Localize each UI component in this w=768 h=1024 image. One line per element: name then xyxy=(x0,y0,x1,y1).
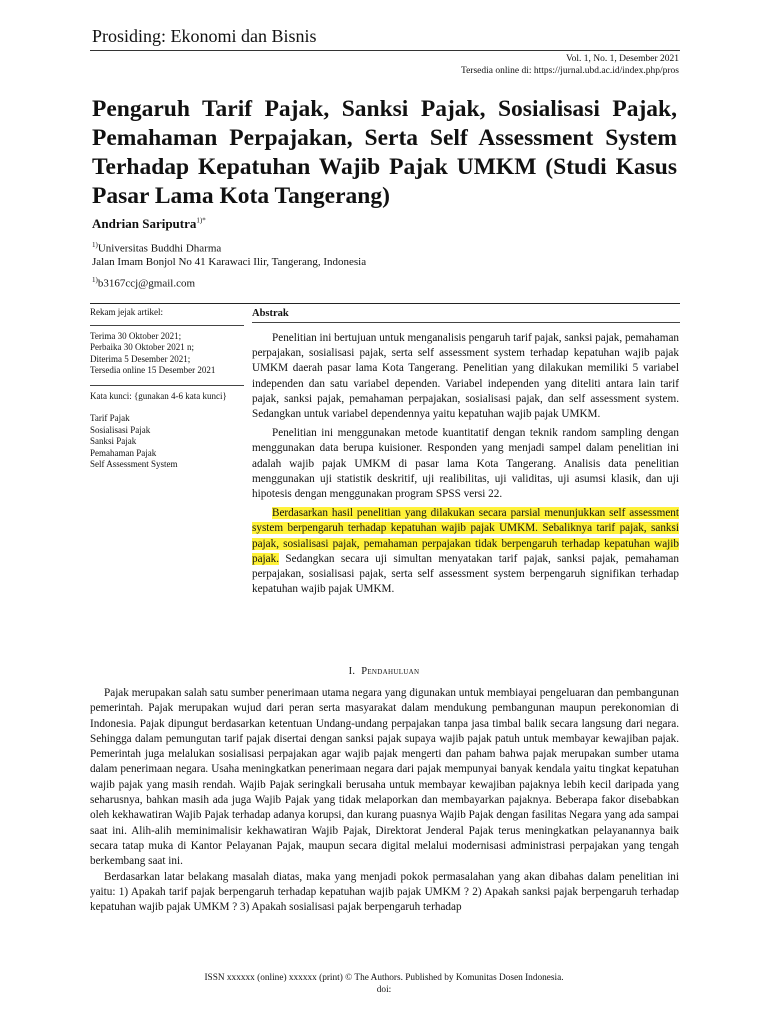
email-mark: 1) xyxy=(92,276,98,284)
affiliation-institution: Universitas Buddhi Dharma xyxy=(97,242,222,255)
author-mark: 1)* xyxy=(196,216,206,225)
keywords-rule xyxy=(90,385,244,386)
article-info-column xyxy=(90,307,245,471)
footer-doi: doi: xyxy=(376,985,392,995)
keywords-label: Kata kunci: {gunakan 4-6 kata kunci} xyxy=(90,390,227,401)
page-footer xyxy=(0,972,768,996)
section-number: I. xyxy=(348,666,356,677)
section-heading xyxy=(0,666,768,677)
record-label: Rekam jejak artikel: xyxy=(90,307,163,317)
body-paragraph: Berdasarkan latar belakang masalah diatas, maka yang menjadi pokok permasalahan yang akan dibahas dalam penelitian ini yaitu: 1) Apakah tarif pajak berpengaruh terhadap kepatuhan wajib pajak UMKM ? 2) Apakah sanksi pajak berpengaruh terhadap kepatuhan wajib pajak UMKM ? 3) Apakah sosialisasi pajak berpengaruh terhadap xyxy=(90,870,679,914)
date-accepted: Diterima 5 Desember 2021; xyxy=(90,353,191,364)
abstract-paragraph: Penelitian ini menggunakan metode kuantitatif dengan teknik random sampling dengan menggunakan data berupa kuisioner. Responden yang menjadi sampel dalam penelitian ini adalah wajib pajak UMKM di pasar lama Kota Tangerang. Analisis data penelitian menggunakan uji statistik deskritif, uji realibilitas, uji validitas, uji asumsi klasik, dan uji hipotesis dengan menggunakan program SPSS versi 22. xyxy=(252,427,679,501)
abstract-rule xyxy=(252,322,680,323)
record-rule xyxy=(90,325,244,326)
author-name: Andrian Sariputra xyxy=(92,216,197,231)
abstract-paragraph: Penelitian ini bertujuan untuk menganalisis pengaruh tarif pajak, sanksi pajak, pemahaman perpajakan, sosialisasi pajak, serta self assessment system terhadap kepatuhan wajib pajak UMKM daerah pasar lama Kota Tangerang. Penelitian yang dilakukan memiliki 5 variabel independen dan satu variabel dependen. Variabel independen yang diteliti antara lain tarif pajak, sanksi pajak, pemahaman perpajakan, sosialisasi pajak, dan self assessment system. Sedangkan untuk variabel dependennya yaitu kepatuhan wajib pajak UMKM. xyxy=(252,332,679,421)
article-info-rule xyxy=(90,303,680,304)
header-rule xyxy=(90,50,680,51)
paper-title: Pengaruh Tarif Pajak, Sanksi Pajak, Sosialisasi Pajak, Pemahaman Perpajakan, Serta Self Assessment System Terhadap Kepatuhan Wajib Pajak UMKM (Studi Kasus Pasar Lama Kota Tangerang) xyxy=(92,96,677,209)
abstract-heading: Abstrak xyxy=(252,308,289,319)
section-title: Pendahuluan xyxy=(361,666,420,677)
keyword-item: Tarif Pajak xyxy=(90,413,130,423)
keyword-item: Self Assessment System xyxy=(90,459,178,469)
journal-name: Prosiding: Ekonomi dan Bisnis xyxy=(92,26,317,46)
affiliation-address: Jalan Imam Bonjol No 41 Karawaci Ilir, Tangerang, Indonesia xyxy=(92,256,367,268)
keyword-item: Sanksi Pajak xyxy=(90,436,137,446)
keyword-item: Pemahaman Pajak xyxy=(90,447,157,458)
date-revised: Perbaika 30 Oktober 2021 n; xyxy=(90,342,194,352)
journal-volume-info xyxy=(461,53,679,77)
author-email[interactable]: b3167ccj@gmail.com xyxy=(97,277,196,290)
body-paragraph: Pajak merupakan salah satu sumber penerimaan utama negara yang digunakan untuk membiayai pengeluaran dan pembangunan pemerintah. Pajak merupakan wujud dari peran serta masyarakat dalam mendukung pembangunan maupun perekonomian di Indonesia. Pajak dipungut berdasarkan ketentuan Undang-undang perpajakan tanpa jasa timbal balik secara langsung dari negara. Sehingga dalam pemungutan tarif pajak disertai dengan sanksi pajak supaya wajib pajak patuh untuk membayar kewajiban pajak. Pemerintah juga melalukan sosialisasi perpajakan agar wajib pajak mengerti dan paham bahwa pajak merupakan sumber utama dalam penerimaan negara. Usaha meningkatkan penerimaan negara dari pajak mempunyai banyak kendala yaitu tingkat kepatuhan wajib pajak yang masih rendah. Wajib Pajak seringkali berusaha untuk membayar kewajiban pajaknya lebih kecil daripada yang seharusnya, bahkan masih ada juga Wajib Pajak yang tidak melaporkan dan membayarkan pajaknya. Beberapa fakor disebabkan oleh kekhawatiran Wajib Pajak terhadap adanya korupsi, dan kurang puasnya Wajib Pajak dengan fasilitas Negara yang ada sampai saat ini. Alih-alih meminimalisir kekhawatiran Wajib Pajak, Direktorat Jenderal Pajak terus meningkatkan pelayanannya baik secara tatap muka di Kantor Pelayanan Pajak, maupun secara digital melalui modernisasi administrasi perpajakan yang tengah berkembang saat ini. xyxy=(90,687,679,868)
abstract-text: Sedangkan secara uji simultan menyatakan tarif pajak, sanksi pajak, pemahaman perpajakan, sosialisasi pajak, serta self assessment system berpengaruh signifikan terhadap kepatuhan wajib pajak UMKM. xyxy=(252,552,679,596)
affiliation-institution-line xyxy=(92,238,221,256)
date-online: Tersedia online 15 Desember 2021 xyxy=(90,365,216,375)
date-received: Terima 30 Oktober 2021; xyxy=(90,330,182,341)
online-line: Tersedia online di: https://jurnal.ubd.ac.id/index.php/pros xyxy=(460,66,679,76)
affiliation-email-line xyxy=(92,273,195,291)
keyword-item: Sosialisasi Pajak xyxy=(90,424,151,435)
abstract-body xyxy=(252,331,679,601)
highlighted-text: Berdasarkan hasil penelitian yang dilakukan secara parsial menunjukkan self assessment system berpengaruh terhadap kepatuhan wajib pajak UMKM. Sebaliknya tarif pajak, sanksi pajak, sosialisasi pajak, pemahaman perpajakan tidak berpengaruh terhadap kepatuhan wajib pajak. xyxy=(252,507,679,565)
volume-line: Vol. 1, No. 1, Desember 2021 xyxy=(565,54,679,64)
affiliation-mark: 1) xyxy=(92,241,98,249)
author-line xyxy=(92,216,206,232)
introduction-body xyxy=(90,686,679,915)
abstract-paragraph xyxy=(252,506,679,597)
footer-issn: ISSN xxxxxx (online) xxxxxx (print) © The Authors. Published by Komunitas Dosen Indonesia. xyxy=(204,973,564,983)
